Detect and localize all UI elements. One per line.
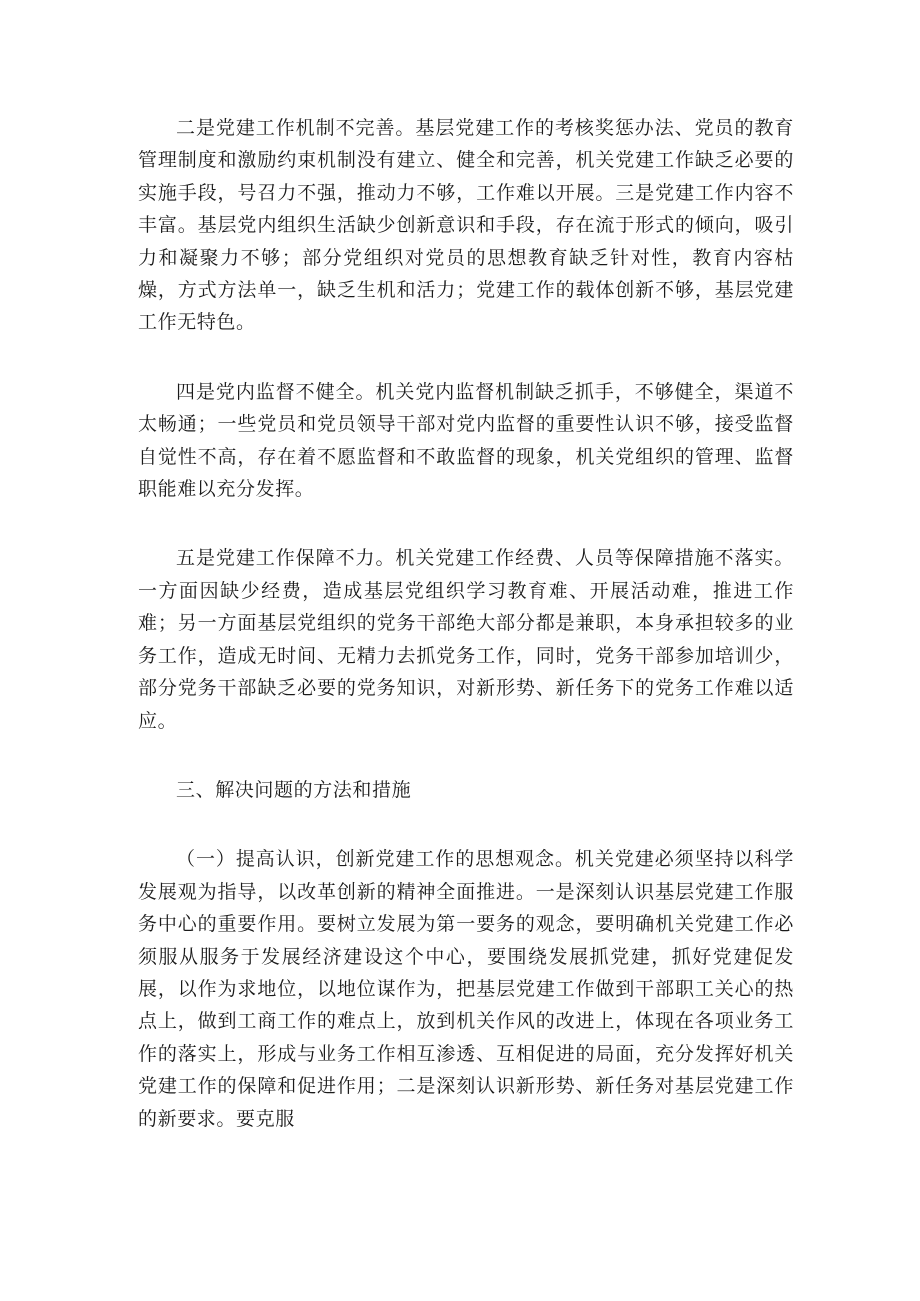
document-body [138, 112, 794, 1172]
paragraph-measures: （一）提高认识，创新党建工作的思想观念。机关党建必须坚持以科学发展观为指导，以改革创新的精神全面推进。一是深刻认识基层党建工作服务中心的重要作用。要树立发展为第一要务的观念，要明确机关党建工作必须服从服务于发展经济建设这个中心，要围绕发展抓党建，抓好党建促发展，以作为求地位，以地位谋作为，把基层党建工作做到干部职工关心的热点上，做到工商工作的难点上，放到机关作风的改进上，体现在各项业务工作的落实上，形成与业务工作相互渗透、互相促进的局面，充分发挥好机关党建工作的保障和促进作用；二是深刻认识新形势、新任务对基层党建工作的新要求。要克服 [138, 848, 794, 1130]
paragraph-supervision: 四是党内监督不健全。机关党内监督机制缺乏抓手，不够健全，渠道不太畅通；一些党员和党员领导干部对党内监督的重要性认识不够，接受监督自觉性不高，存在着不愿监督和不敢监督的现象，机关党组织的管理、监督职能难以充分发挥。 [138, 380, 794, 501]
section-heading: 三、解决问题的方法和措施 [176, 778, 412, 801]
paragraph-mechanism: 二是党建工作机制不完善。基层党建工作的考核奖惩办法、党员的教育管理制度和激励约束机制没有建立、健全和完善，机关党建工作缺乏必要的实施手段，号召力不强，推动力不够，工作难以开展。三是党建工作内容不丰富。基层党内组织生活缺少创新意识和手段，存在流于形式的倾向，吸引力和凝聚力不够；部分党组织对党员的思想教育缺乏针对性，教育内容枯燥，方式方法单一，缺乏生机和活力；党建工作的载体创新不够，基层党建工作无特色。 [138, 117, 794, 334]
paragraph-guarantee: 五是党建工作保障不力。机关党建工作经费、人员等保障措施不落实。一方面因缺少经费，造成基层党组织学习教育难、开展活动难，推进工作难；另一方面基层党组织的党务干部绝大部分都是兼职，本身承担较多的业务工作，造成无时间、无精力去抓党务工作，同时，党务干部参加培训少，部分党务干部缺乏必要的党务知识，对新形势、新任务下的党务工作难以适应。 [138, 547, 794, 732]
